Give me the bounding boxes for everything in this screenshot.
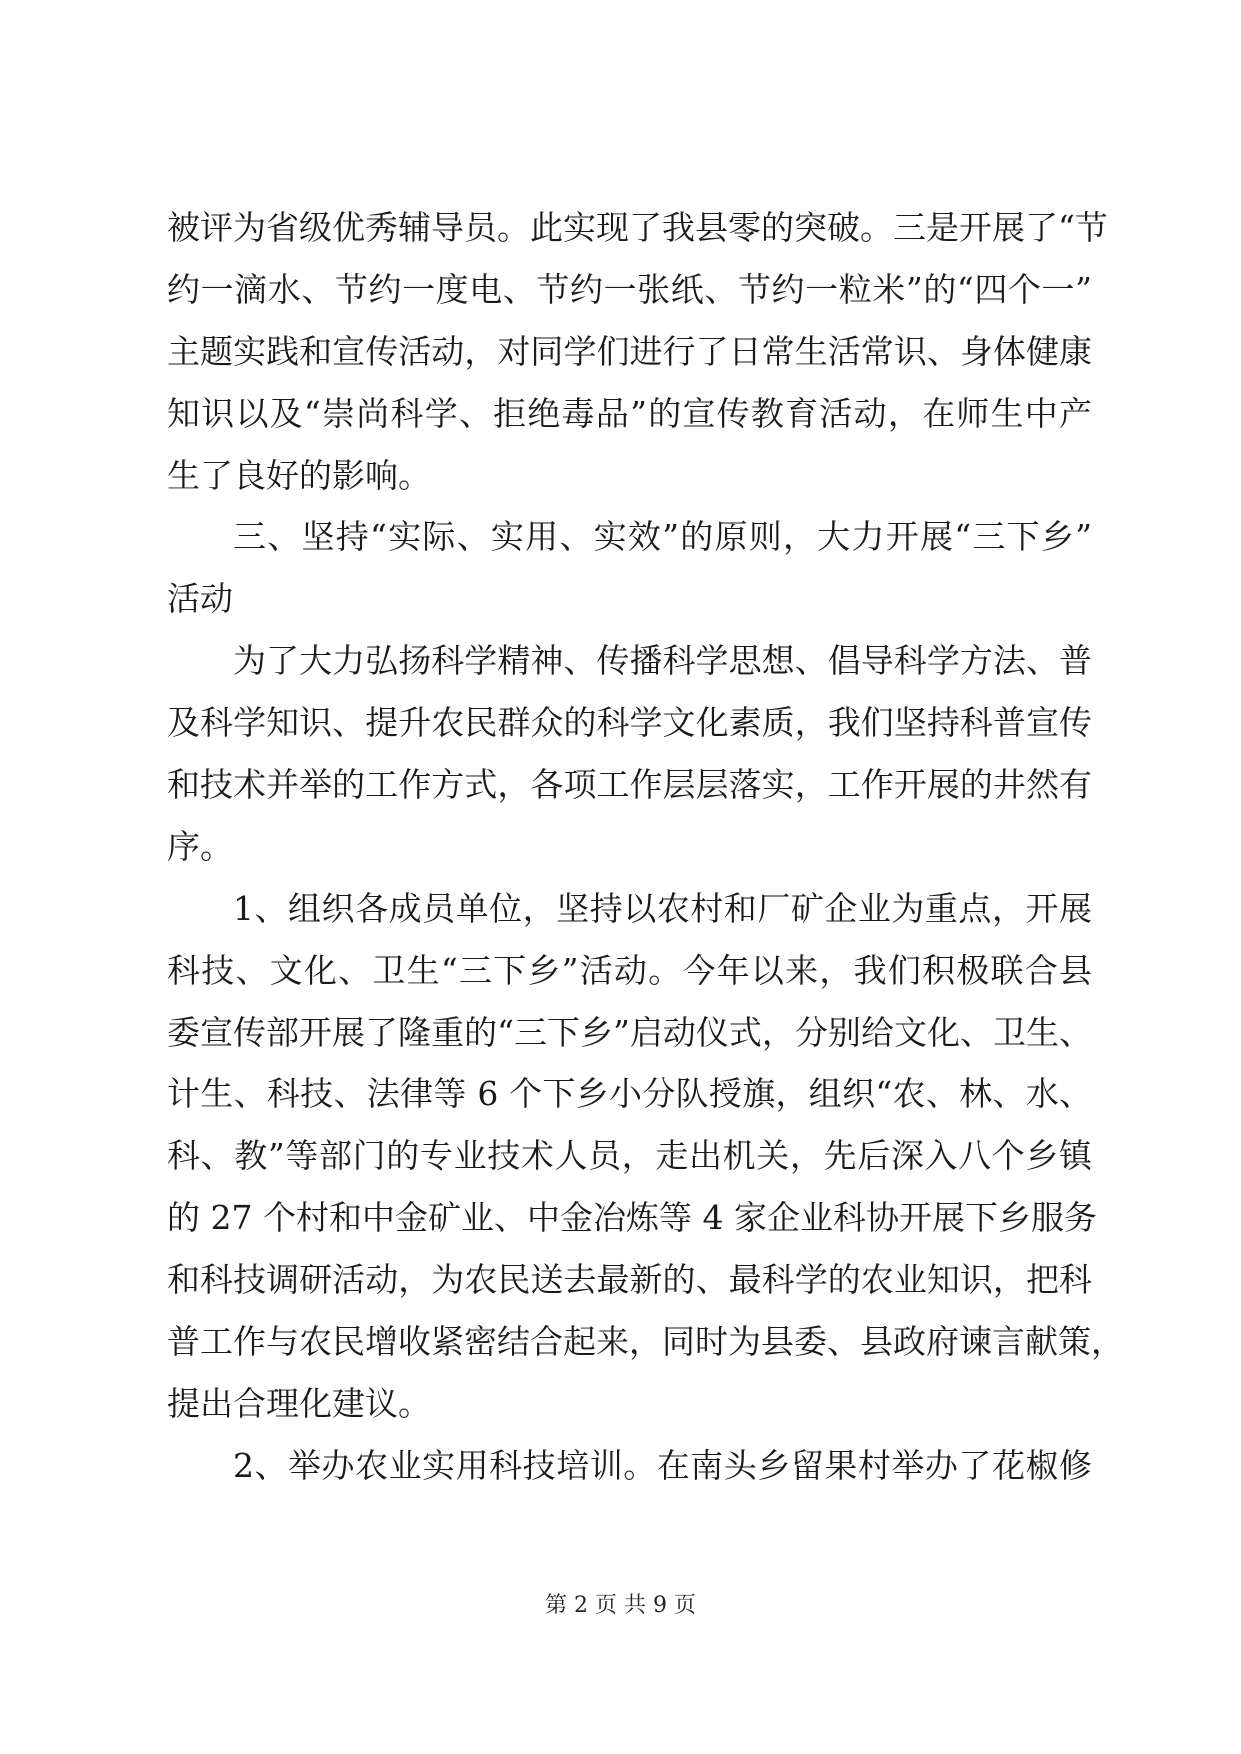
text-line: 约一滴水、节约一度电、节约一张纸、节约一粒米”的“四个一”	[167, 269, 1092, 309]
text-line: 序。	[167, 826, 233, 866]
page-footer: 第 2 页 共 9 页	[545, 1593, 696, 1618]
text-line: 科技、文化、卫生“三下乡”活动。今年以来，我们积极联合县	[167, 950, 1092, 990]
text-line: 被评为省级优秀辅导员。此实现了我县零的突破。三是开展了“节	[167, 208, 1108, 247]
text-line: 和科技调研活动，为农民送去最新的、最科学的农业知识，把科	[167, 1260, 1092, 1300]
section-heading-line: 活动	[167, 579, 233, 619]
document-body	[167, 197, 1124, 1497]
text-line: 2、举办农业实用科技培训。在南头乡留果村举办了花椒修	[233, 1445, 1092, 1485]
text-line: 及科学知识、提升农民群众的科学文化素质，我们坚持科普宣传	[167, 703, 1092, 743]
text-line: 知识以及“崇尚科学、拒绝毒品”的宣传教育活动，在师生中产	[167, 393, 1092, 433]
text-line: 计生、科技、法律等 6 个下乡小分队授旗，组织“农、林、水、	[167, 1074, 1092, 1114]
text-line: 普工作与农民增收紧密结合起来，同时为县委、县政府谏言献策，	[167, 1322, 1124, 1362]
text-line: 的 27 个村和中金矿业、中金冶炼等 4 家企业科协开展下乡服务	[167, 1198, 1097, 1238]
text-line: 委宣传部开展了隆重的“三下乡”启动仪式，分别给文化、卫生、	[167, 1012, 1092, 1052]
text-line: 提出合理化建议。	[167, 1383, 431, 1423]
text-line: 主题实践和宣传活动，对同学们进行了日常生活常识、身体健康	[167, 331, 1092, 371]
text-line: 1、组织各成员单位，坚持以农村和厂矿企业为重点，开展	[233, 888, 1092, 928]
text-line: 为了大力弘扬科学精神、传播科学思想、倡导科学方法、普	[233, 641, 1092, 681]
text-line: 科、教”等部门的专业技术人员，走出机关，先后深入八个乡镇	[167, 1136, 1092, 1176]
section-heading-line: 三、坚持“实际、实用、实效”的原则，大力开展“三下乡”	[233, 517, 1092, 557]
text-line: 和技术并举的工作方式，各项工作层层落实，工作开展的井然有	[167, 765, 1092, 805]
text-line: 生了良好的影响。	[167, 455, 431, 495]
